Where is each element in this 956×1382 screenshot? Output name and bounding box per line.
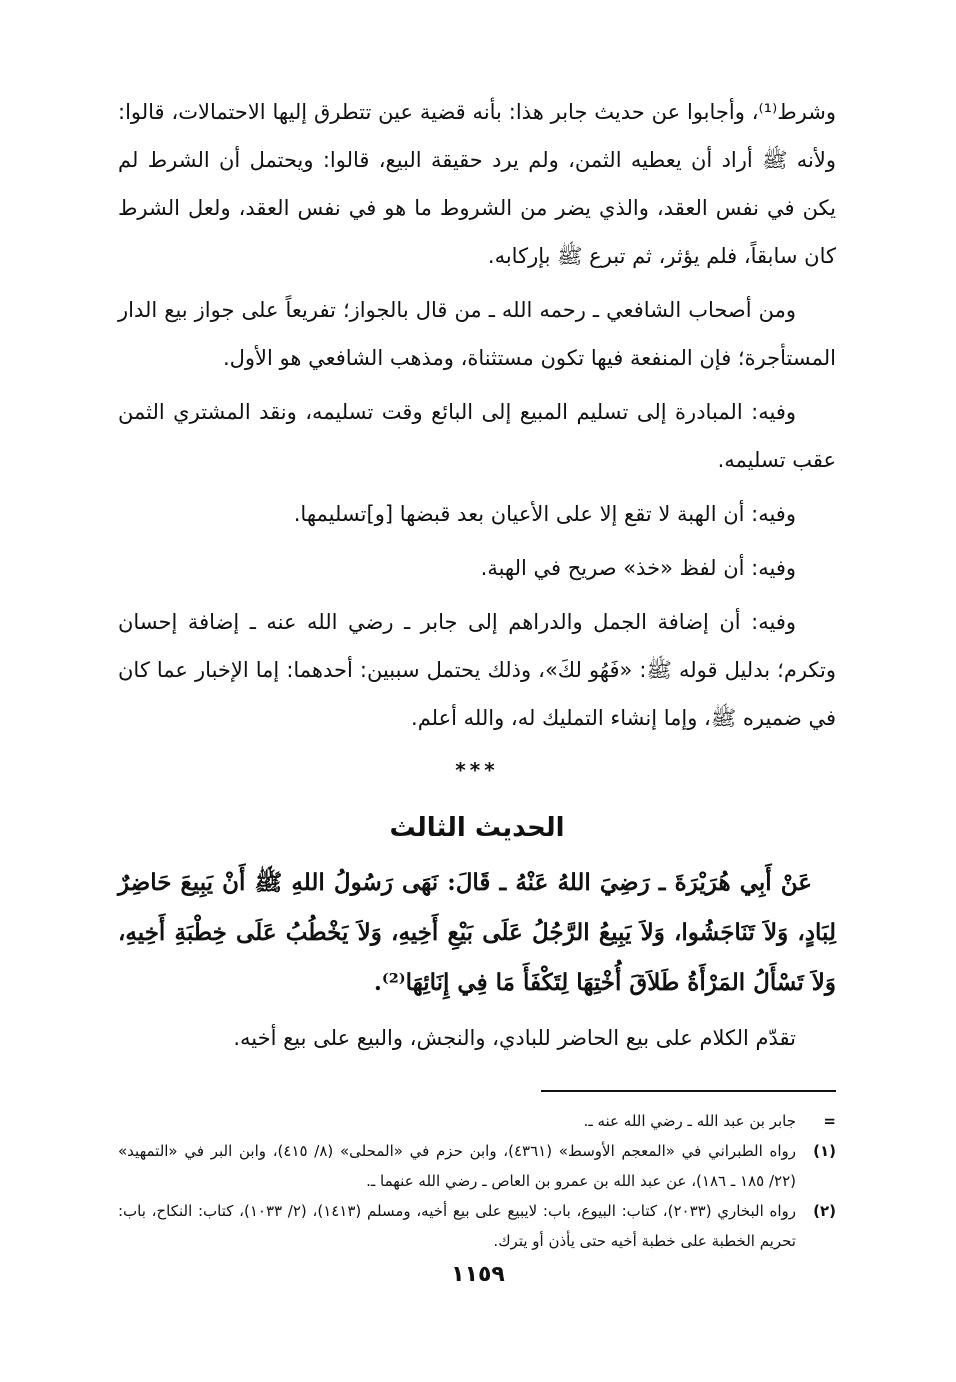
footnotes (118, 1106, 836, 1256)
section-separator: *** (455, 758, 499, 782)
footnote-text: جابر بن عبد الله ـ رضي الله عنه ـ. (583, 1112, 796, 1130)
paragraph-3: وفيه: المبادرة إلى تسليم المبيع إلى البائع وقت تسليمه، ونقد المشتري الثمن عقب تسليمه. (118, 400, 836, 472)
main-text (118, 88, 836, 742)
page-number: ١١٥٩ (451, 1262, 505, 1287)
paragraph-2: ومن أصحاب الشافعي ـ رحمه الله ـ من قال بالجواز؛ تفريعاً على جواز بيع الدار المستأجرة؛ فإن المنفعة فيها تكون مستثناة، ومذهب الشافعي هو الأول. (118, 298, 836, 370)
paragraph-4: وفيه: أن الهبة لا تقع إلا على الأعيان بعد قبضها [و]تسليمها. (293, 502, 796, 526)
footnote-mark: (٢) (813, 1202, 836, 1220)
after-hadith-paragraph: تقدّم الكلام على بيع الحاضر للبادي، والنجش، والبيع على بيع أخيه. (233, 1026, 796, 1050)
footnote-text: رواه البخاري (٢٠٣٣)، كتاب: البيوع، باب: لايبيع على بيع أخيه، ومسلم (١٤١٣)، (٢/ ١٠٣٣)، كتاب: النكاح، باب: تحريم الخطبة على خطبة أخيه حتى يأذن أو يترك. (118, 1202, 796, 1250)
section-heading: الحديث الثالث (389, 813, 565, 843)
footnote-rule-wrap (118, 1090, 836, 1092)
hadith-text: عَنْ أَبِي هُرَيْرَةَ ـ رَضِيَ اللهُ عَنْهُ ـ قَالَ: نَهَى رَسُولُ اللهِ ﷺ أَنْ يَبِيعَ حَاضِرٌ لِبَادٍ، وَلاَ تَنَاجَشُوا، وَلاَ يَبِيعُ الرَّجُلُ عَلَى بَيْعِ أَخِيهِ، وَلاَ يَخْطُبُ عَلَى خِطْبَةِ أَخِيهِ، وَلاَ تَسْأَلُ المَرْأَةُ طَلاَقَ أُخْتِهَا لِتَكْفَأَ مَا فِي إِنَائِهَا⁽²⁾. (118, 869, 836, 996)
paragraph-1: وشرط⁽¹⁾، وأجابوا عن حديث جابر هذا: بأنه قضية عين تتطرق إليها الاحتمالات، قالوا: ولأنه ﷺ أراد أن يعطيه الثمن، ولم يرد حقيقة البيع، قالوا: ويحتمل أن الشرط لم يكن في نفس العقد، والذي يضر من الشروط ما هو في نفس العقد، ولعل الشرط كان سابقاً، فلم يؤثر، ثم تبرع ﷺ بإركابه. (118, 100, 836, 268)
paragraph-5: وفيه: أن لفظ «خذ» صريح في الهبة. (480, 556, 796, 580)
footnote-divider (541, 1090, 836, 1092)
footnote-mark: = (823, 1112, 836, 1130)
footnote-1 (118, 1136, 836, 1196)
footnote-2 (118, 1196, 836, 1256)
footnote-continuation (118, 1106, 836, 1136)
footnote-mark: (١) (813, 1142, 836, 1160)
footnote-text: رواه الطبراني في «المعجم الأوسط» (٤٣٦١)، وابن حزم في «المحلى» (٨/ ٤١٥)، وابن البر في «التمهيد» (٢٢/ ١٨٥ ـ ١٨٦)، عن عبد الله بن عمرو بن العاص ـ رضي الله عنهما ـ. (118, 1142, 796, 1190)
paragraph-6: وفيه: أن إضافة الجمل والدراهم إلى جابر ـ رضي الله عنه ـ إضافة إحسان وتكرم؛ بدليل قوله ﷺ: «فَهُو لكَ»، وذلك يحتمل سببين: أحدهما: إما الإخبار عما كان في ضميره ﷺ، وإما إنشاء التمليك له، والله أعلم. (118, 610, 836, 730)
